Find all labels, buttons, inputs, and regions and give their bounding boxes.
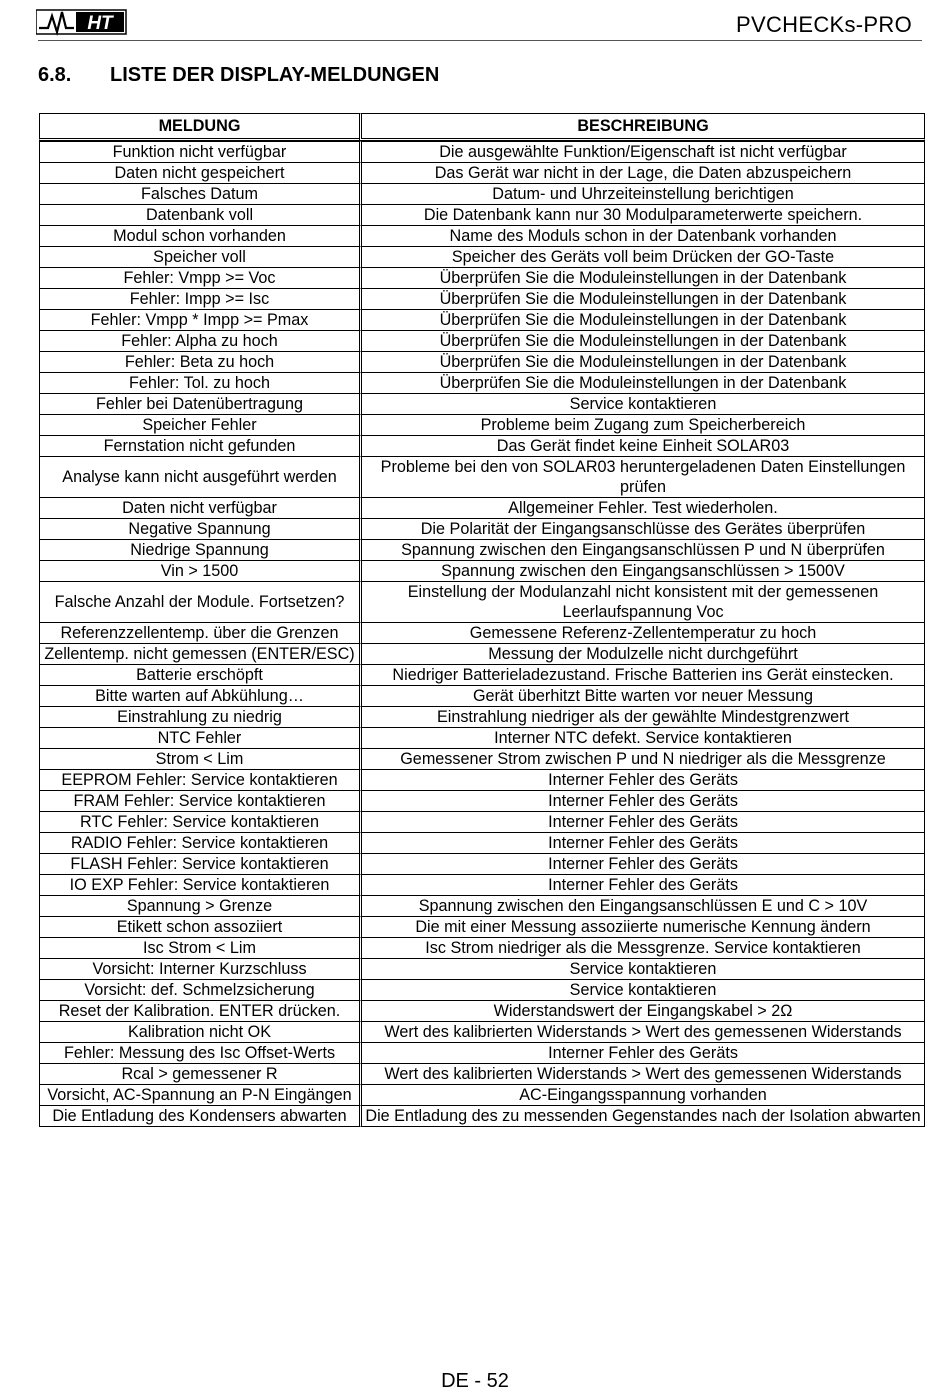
table-row <box>39 1084 925 1105</box>
product-name: PVCHECKs-PRO <box>736 12 912 37</box>
table-row <box>39 414 925 435</box>
description-cell: Das Gerät findet keine Einheit SOLAR03 <box>359 435 925 456</box>
description-cell: Überprüfen Sie die Moduleinstellungen in der Datenbank <box>359 372 925 393</box>
description-cell: Gerät überhitzt Bitte warten vor neuer Messung <box>359 685 925 706</box>
table-header-row <box>39 113 925 141</box>
ht-logo <box>36 6 128 36</box>
message-cell: Daten nicht gespeichert <box>39 162 359 183</box>
table-row <box>39 393 925 414</box>
table-row <box>39 581 925 622</box>
message-cell: Vorsicht, AC-Spannung an P-N Eingängen <box>39 1084 359 1105</box>
message-cell: Fehler: Tol. zu hoch <box>39 372 359 393</box>
table-row <box>39 351 925 372</box>
description-cell: Gemessener Strom zwischen P und N niedriger als die Messgrenze <box>359 748 925 769</box>
message-cell: Kalibration nicht OK <box>39 1021 359 1042</box>
section-title: LISTE DER DISPLAY-MELDUNGEN <box>110 64 440 86</box>
description-cell: Probleme bei den von SOLAR03 heruntergeladenen Daten Einstellungen prüfen <box>359 456 925 497</box>
description-cell: Wert des kalibrierten Widerstands > Wert des gemessenen Widerstands <box>359 1063 925 1084</box>
description-cell: Einstellung der Modulanzahl nicht konsistent mit der gemessenen Leerlaufspannung Voc <box>359 581 925 622</box>
description-cell: AC-Eingangsspannung vorhanden <box>359 1084 925 1105</box>
message-cell: Falsche Anzahl der Module. Fortsetzen? <box>39 581 359 622</box>
table-row <box>39 937 925 958</box>
table-row <box>39 1021 925 1042</box>
table-row <box>39 141 925 162</box>
table-row <box>39 204 925 225</box>
description-cell: Überprüfen Sie die Moduleinstellungen in der Datenbank <box>359 288 925 309</box>
table-row <box>39 874 925 895</box>
table-row <box>39 288 925 309</box>
description-cell: Name des Moduls schon in der Datenbank vorhanden <box>359 225 925 246</box>
message-cell: Batterie erschöpft <box>39 664 359 685</box>
table-row <box>39 1063 925 1084</box>
description-cell: Die Datenbank kann nur 30 Modulparameterwerte speichern. <box>359 204 925 225</box>
message-cell: Isc Strom < Lim <box>39 937 359 958</box>
description-cell: Interner Fehler des Geräts <box>359 1042 925 1063</box>
description-cell: Überprüfen Sie die Moduleinstellungen in der Datenbank <box>359 309 925 330</box>
table-row <box>39 748 925 769</box>
table-row <box>39 435 925 456</box>
table-row <box>39 309 925 330</box>
message-cell: Daten nicht verfügbar <box>39 497 359 518</box>
message-cell: Reset der Kalibration. ENTER drücken. <box>39 1000 359 1021</box>
description-cell: Niedriger Batterieladezustand. Frische Batterien ins Gerät einstecken. <box>359 664 925 685</box>
message-cell: Fehler: Alpha zu hoch <box>39 330 359 351</box>
logo-text: HT <box>87 13 113 34</box>
description-cell: Überprüfen Sie die Moduleinstellungen in der Datenbank <box>359 351 925 372</box>
message-cell: Referenzzellentemp. über die Grenzen <box>39 622 359 643</box>
table-row <box>39 560 925 581</box>
message-cell: FLASH Fehler: Service kontaktieren <box>39 853 359 874</box>
table-row <box>39 518 925 539</box>
description-cell: Spannung zwischen den Eingangsanschlüssen > 1500V <box>359 560 925 581</box>
table-row <box>39 832 925 853</box>
table-row <box>39 916 925 937</box>
table-row <box>39 811 925 832</box>
description-cell: Interner Fehler des Geräts <box>359 811 925 832</box>
message-cell: Speicher voll <box>39 246 359 267</box>
message-cell: Vin > 1500 <box>39 560 359 581</box>
description-cell: Interner Fehler des Geräts <box>359 790 925 811</box>
description-cell: Spannung zwischen den Eingangsanschlüssen E und C > 10V <box>359 895 925 916</box>
column-header-description: BESCHREIBUNG <box>359 113 925 141</box>
description-cell: Interner Fehler des Geräts <box>359 853 925 874</box>
table-row <box>39 706 925 727</box>
message-cell: Fehler: Vmpp * Impp >= Pmax <box>39 309 359 330</box>
table-row <box>39 162 925 183</box>
message-cell: Fehler: Messung des Isc Offset-Werts <box>39 1042 359 1063</box>
message-cell: RTC Fehler: Service kontaktieren <box>39 811 359 832</box>
description-cell: Überprüfen Sie die Moduleinstellungen in der Datenbank <box>359 330 925 351</box>
table-row <box>39 1105 925 1127</box>
table-row <box>39 769 925 790</box>
description-cell: Die Entladung des zu messenden Gegenstandes nach der Isolation abwarten <box>359 1105 925 1127</box>
table-row <box>39 895 925 916</box>
table-row <box>39 456 925 497</box>
message-cell: Rcal > gemessener R <box>39 1063 359 1084</box>
header-divider <box>38 40 922 41</box>
description-cell: Service kontaktieren <box>359 958 925 979</box>
message-cell: Vorsicht: Interner Kurzschluss <box>39 958 359 979</box>
message-cell: RADIO Fehler: Service kontaktieren <box>39 832 359 853</box>
message-cell: FRAM Fehler: Service kontaktieren <box>39 790 359 811</box>
description-cell: Datum- und Uhrzeiteinstellung berichtigen <box>359 183 925 204</box>
message-cell: Die Entladung des Kondensers abwarten <box>39 1105 359 1127</box>
description-cell: Service kontaktieren <box>359 979 925 1000</box>
section-heading <box>38 64 439 87</box>
message-cell: Datenbank voll <box>39 204 359 225</box>
description-cell: Messung der Modulzelle nicht durchgeführt <box>359 643 925 664</box>
description-cell: Gemessene Referenz-Zellentemperatur zu hoch <box>359 622 925 643</box>
description-cell: Die mit einer Messung assoziierte numerische Kennung ändern <box>359 916 925 937</box>
table-row <box>39 685 925 706</box>
table-row <box>39 267 925 288</box>
table-row <box>39 1000 925 1021</box>
table-row <box>39 1042 925 1063</box>
table-row <box>39 225 925 246</box>
description-cell: Interner Fehler des Geräts <box>359 874 925 895</box>
message-cell: Spannung > Grenze <box>39 895 359 916</box>
description-cell: Isc Strom niedriger als die Messgrenze. Service kontaktieren <box>359 937 925 958</box>
table-row <box>39 330 925 351</box>
messages-table <box>39 113 925 1127</box>
message-cell: Fehler: Vmpp >= Voc <box>39 267 359 288</box>
description-cell: Interner NTC defekt. Service kontaktieren <box>359 727 925 748</box>
message-cell: Analyse kann nicht ausgeführt werden <box>39 456 359 497</box>
table-row <box>39 539 925 560</box>
message-cell: Fernstation nicht gefunden <box>39 435 359 456</box>
description-cell: Service kontaktieren <box>359 393 925 414</box>
table-row <box>39 246 925 267</box>
table-row <box>39 979 925 1000</box>
description-cell: Wert des kalibrierten Widerstands > Wert des gemessenen Widerstands <box>359 1021 925 1042</box>
description-cell: Interner Fehler des Geräts <box>359 769 925 790</box>
description-cell: Spannung zwischen den Eingangsanschlüssen P und N überprüfen <box>359 539 925 560</box>
message-cell: Speicher Fehler <box>39 414 359 435</box>
description-cell: Die ausgewählte Funktion/Eigenschaft ist nicht verfügbar <box>359 141 925 162</box>
table-row <box>39 853 925 874</box>
message-cell: Falsches Datum <box>39 183 359 204</box>
message-cell: Negative Spannung <box>39 518 359 539</box>
table-row <box>39 643 925 664</box>
message-cell: EEPROM Fehler: Service kontaktieren <box>39 769 359 790</box>
table-row <box>39 790 925 811</box>
table-row <box>39 497 925 518</box>
message-cell: NTC Fehler <box>39 727 359 748</box>
table-row <box>39 958 925 979</box>
table-row <box>39 727 925 748</box>
message-cell: IO EXP Fehler: Service kontaktieren <box>39 874 359 895</box>
message-cell: Fehler: Impp >= Isc <box>39 288 359 309</box>
table-row <box>39 622 925 643</box>
description-cell: Überprüfen Sie die Moduleinstellungen in der Datenbank <box>359 267 925 288</box>
message-cell: Niedrige Spannung <box>39 539 359 560</box>
column-header-message: MELDUNG <box>39 113 359 141</box>
message-cell: Einstrahlung zu niedrig <box>39 706 359 727</box>
message-cell: Strom < Lim <box>39 748 359 769</box>
message-cell: Modul schon vorhanden <box>39 225 359 246</box>
table-row <box>39 183 925 204</box>
description-cell: Allgemeiner Fehler. Test wiederholen. <box>359 497 925 518</box>
message-cell: Zellentemp. nicht gemessen (ENTER/ESC) <box>39 643 359 664</box>
description-cell: Einstrahlung niedriger als der gewählte Mindestgrenzwert <box>359 706 925 727</box>
description-cell: Probleme beim Zugang zum Speicherbereich <box>359 414 925 435</box>
table-row <box>39 372 925 393</box>
description-cell: Die Polarität der Eingangsanschlüsse des Gerätes überprüfen <box>359 518 925 539</box>
message-cell: Vorsicht: def. Schmelzsicherung <box>39 979 359 1000</box>
table-row <box>39 664 925 685</box>
description-cell: Interner Fehler des Geräts <box>359 832 925 853</box>
description-cell: Widerstandswert der Eingangskabel > 2Ω <box>359 1000 925 1021</box>
message-cell: Bitte warten auf Abkühlung… <box>39 685 359 706</box>
message-cell: Funktion nicht verfügbar <box>39 141 359 162</box>
description-cell: Das Gerät war nicht in der Lage, die Daten abzuspeichern <box>359 162 925 183</box>
message-cell: Fehler: Beta zu hoch <box>39 351 359 372</box>
section-number: 6.8. <box>38 64 72 86</box>
description-cell: Speicher des Geräts voll beim Drücken der GO-Taste <box>359 246 925 267</box>
message-cell: Etikett schon assoziiert <box>39 916 359 937</box>
message-cell: Fehler bei Datenübertragung <box>39 393 359 414</box>
page-number: DE - 52 <box>441 1370 509 1392</box>
